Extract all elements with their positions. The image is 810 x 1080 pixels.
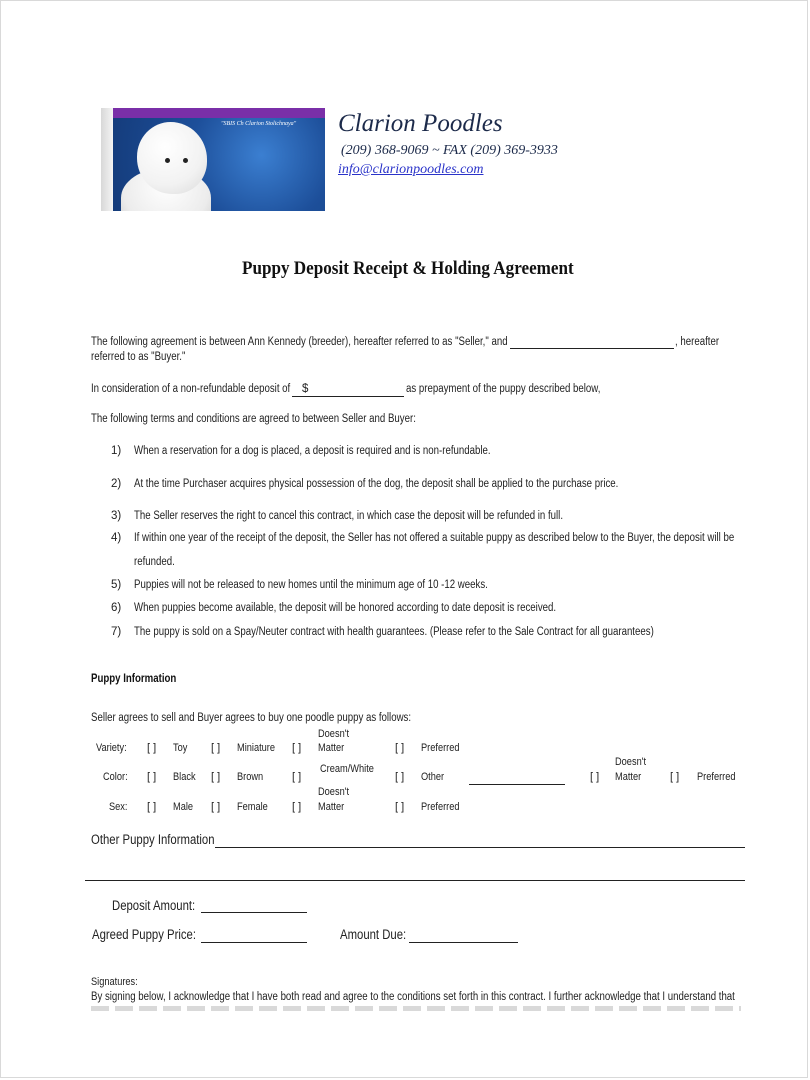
color-matter-label: Matter [615, 771, 642, 783]
deposit-dollar-sign: $ [302, 383, 309, 395]
color-other-field[interactable] [469, 784, 565, 785]
sex-matter-label: Matter [318, 801, 345, 813]
sex-preferred-checkbox[interactable]: [ ] [395, 801, 405, 813]
amount-due-label: Amount Due: [340, 927, 407, 942]
sex-doesnt-label: Doesn't [318, 786, 350, 798]
variety-miniature-checkbox[interactable]: [ ] [211, 742, 221, 754]
other-puppy-info-field-line-2[interactable] [85, 880, 745, 881]
sex-female-label: Female [237, 801, 268, 813]
intro-line-1: The following agreement is between Ann Kennedy (breeder), hereafter referred to as "Seller," and [91, 336, 508, 348]
puppy-info-heading: Puppy Information [91, 673, 177, 685]
term-text: If within one year of the receipt of the deposit, the Seller has not offered a suitable puppy as described below to the Buyer, the deposit will be [134, 532, 735, 544]
variety-preferred-checkbox[interactable]: [ ] [395, 742, 405, 754]
color-preferred-checkbox[interactable]: [ ] [670, 771, 680, 783]
agreed-price-label: Agreed Puppy Price: [92, 927, 197, 942]
deposit-amount-input[interactable] [201, 912, 307, 913]
terms-intro: The following terms and conditions are agreed to between Seller and Buyer: [91, 413, 416, 425]
intro-line-1-end: , hereafter [675, 336, 720, 348]
term-number: 2) [111, 478, 122, 490]
puppy-info-intro: Seller agrees to sell and Buyer agrees to buy one poodle puppy as follows: [91, 712, 412, 724]
sex-label: Sex: [109, 801, 128, 813]
variety-doesnt-matter-checkbox[interactable]: [ ] [292, 742, 302, 754]
color-doesnt-matter-checkbox[interactable]: [ ] [590, 771, 600, 783]
sex-female-checkbox[interactable]: [ ] [211, 801, 221, 813]
logo-caption: "SBIS Ch Clarion Stolichnaya" [221, 121, 297, 127]
other-puppy-info-label: Other Puppy Information [91, 832, 215, 847]
amount-due-input[interactable] [409, 942, 518, 943]
sex-male-label: Male [173, 801, 194, 813]
term-number: 5) [111, 579, 122, 591]
term-number: 1) [111, 445, 122, 457]
term-text: The Seller reserves the right to cancel this contract, in which case the deposit will be refunded in full. [134, 510, 564, 522]
term-number: 3) [111, 510, 122, 522]
term-text: At the time Purchaser acquires physical possession of the dog, the deposit shall be applied to the purchase price. [134, 478, 619, 490]
cut-off-text-line [91, 1006, 741, 1011]
color-other-label: Other [421, 771, 445, 783]
deposit-amount-label: Deposit Amount: [112, 898, 196, 913]
term-text: Puppies will not be released to new homes until the minimum age of 10 -12 weeks. [134, 579, 488, 591]
color-label: Color: [103, 771, 128, 783]
sex-doesnt-matter-checkbox[interactable]: [ ] [292, 801, 302, 813]
signatures-text: By signing below, I acknowledge that I have both read and agree to the conditions set forth in this contract. I further acknowledge that I understand that [91, 991, 735, 1003]
color-doesnt-label: Doesn't [615, 756, 647, 768]
other-puppy-info-field[interactable] [215, 847, 745, 848]
term-text: When a reservation for a dog is placed, a deposit is required and is non-refundable. [134, 445, 491, 457]
sex-male-checkbox[interactable]: [ ] [147, 801, 157, 813]
color-brown-label: Brown [237, 771, 264, 783]
variety-preferred-label: Preferred [421, 742, 460, 754]
color-preferred-label: Preferred [697, 771, 736, 783]
brand-name: Clarion Poodles [338, 110, 503, 137]
deposit-sentence: In consideration of a non-refundable deposit of [91, 383, 291, 395]
color-brown-checkbox[interactable]: [ ] [211, 771, 221, 783]
deposit-amount-field[interactable] [292, 396, 404, 397]
variety-toy-label: Toy [173, 742, 188, 754]
term-number: 7) [111, 626, 122, 638]
variety-matter-label: Matter [318, 742, 345, 754]
variety-doesnt-label: Doesn't [318, 728, 350, 740]
variety-label: Variety: [96, 742, 127, 754]
variety-miniature-label: Miniature [237, 742, 276, 754]
variety-toy-checkbox[interactable]: [ ] [147, 742, 157, 754]
term-text: When puppies become available, the deposit will be honored according to date deposit is received. [134, 602, 557, 614]
term-text-continued: refunded. [134, 556, 175, 568]
color-cream-white-label: Cream/White [320, 763, 374, 775]
buyer-name-field[interactable] [510, 348, 674, 349]
document-title: Puppy Deposit Receipt & Holding Agreement [242, 258, 574, 279]
term-number: 6) [111, 602, 122, 614]
term-number: 4) [111, 532, 122, 544]
color-black-label: Black [173, 771, 196, 783]
intro-line-2: referred to as "Buyer." [91, 351, 186, 363]
signatures-heading: Signatures: [91, 976, 138, 988]
deposit-sentence-end: as prepayment of the puppy described below, [406, 383, 601, 395]
poodle-logo-image [101, 108, 325, 211]
term-text: The puppy is sold on a Spay/Neuter contract with health guarantees. (Please refer to the Sale Contract for all guarantees) [134, 626, 654, 638]
agreed-price-input[interactable] [201, 942, 307, 943]
color-cream-white-checkbox[interactable]: [ ] [292, 771, 302, 783]
sex-preferred-label: Preferred [421, 801, 460, 813]
color-black-checkbox[interactable]: [ ] [147, 771, 157, 783]
brand-email-link[interactable]: info@clarionpoodles.com [338, 162, 484, 177]
brand-phone-fax: (209) 368-9069 ~ FAX (209) 369-3933 [341, 143, 558, 158]
color-other-checkbox[interactable]: [ ] [395, 771, 405, 783]
